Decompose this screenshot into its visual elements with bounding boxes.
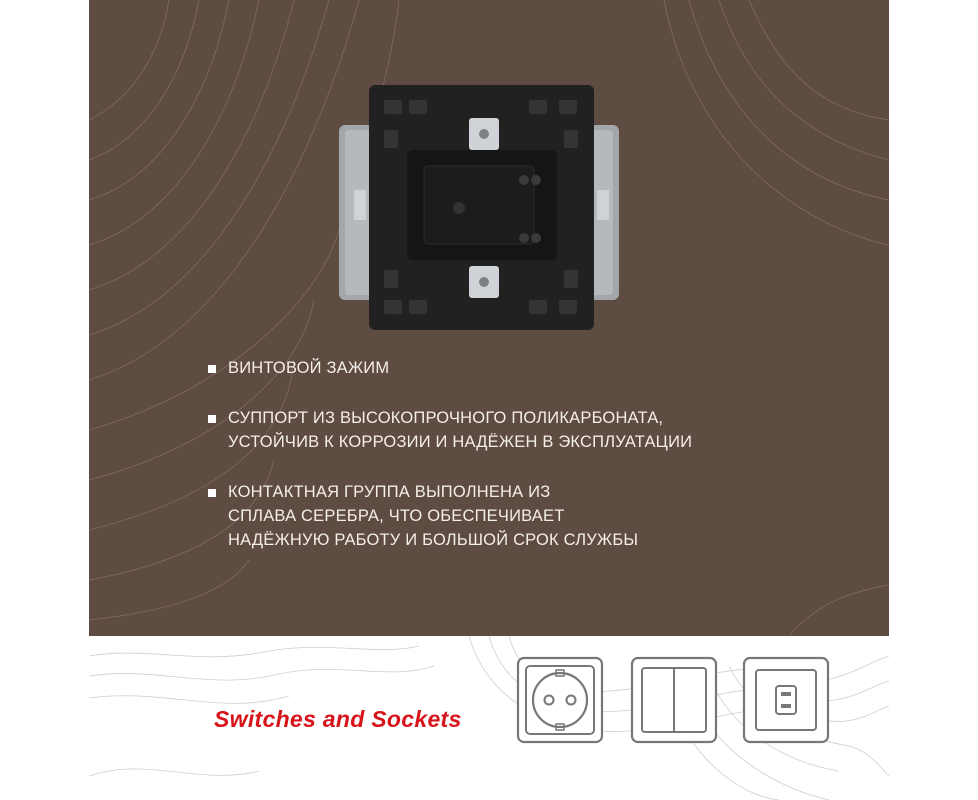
feature-text: СУППОРТ ИЗ ВЫСОКОПРОЧНОГО ПОЛИКАРБОНАТА,: [228, 409, 664, 427]
bullet-square: [208, 415, 216, 423]
bullet-square: [208, 489, 216, 497]
feature-item: [208, 356, 768, 380]
feature-text: КОНТАКТНАЯ ГРУППА ВЫПОЛНЕНА ИЗ: [228, 483, 551, 501]
feature-text: ВИНТОВОЙ ЗАЖИМ: [228, 359, 390, 377]
feature-item: [208, 480, 768, 552]
socket-icon: [516, 656, 604, 744]
feature-list: [208, 356, 768, 578]
feature-text: НАДЁЖНУЮ РАБОТУ И БОЛЬШОЙ СРОК СЛУЖБЫ: [228, 531, 639, 549]
feature-item: [208, 406, 768, 454]
bullet-square: [208, 365, 216, 373]
socket-mechanism-image: [329, 70, 629, 350]
feature-text: СПЛАВА СЕРЕБРА, ЧТО ОБЕСПЕЧИВАЕТ: [228, 507, 565, 525]
double-switch-icon: [630, 656, 718, 744]
brand-title: Switches and Sockets: [214, 706, 462, 732]
usb-outlet-icon: [742, 656, 830, 744]
feature-text: УСТОЙЧИВ К КОРРОЗИИ И НАДЁЖЕН В ЭКСПЛУАТАЦИИ: [228, 433, 693, 451]
